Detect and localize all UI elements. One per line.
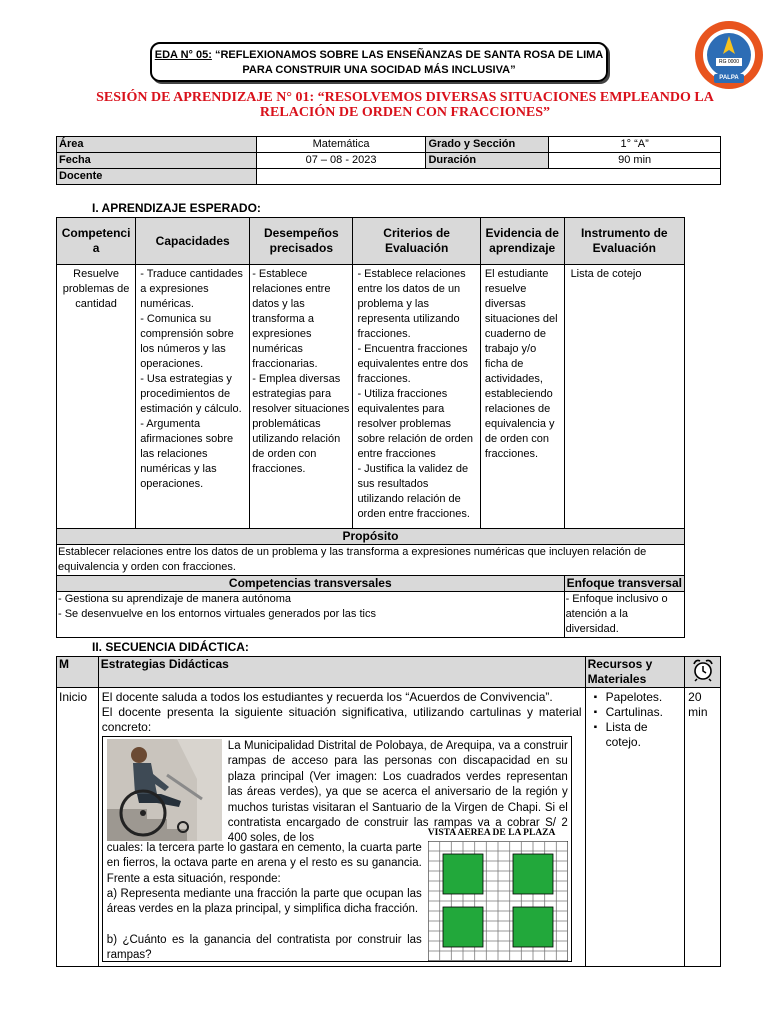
docente-label: Docente <box>57 169 257 185</box>
enfoque-cell: - Enfoque inclusivo o atención a la diversidad. <box>564 592 684 638</box>
duracion-value: 90 min <box>549 153 721 169</box>
transversal-2: - Se desenvuelve en los entornos virtuales generados por las tics <box>58 608 376 620</box>
header-desempenos: Desempeños precisados <box>250 218 353 265</box>
inicio-p2: El docente presenta la siguiente situación significativa, utilizando cartulinas y material concreto: <box>101 705 582 734</box>
proposito-text: Establecer relaciones entre los datos de un problema y las transforma a expresiones numéricas que incluyen relación de equivalencia y orden con fracciones. <box>57 545 685 576</box>
header-competencia: Competenci a <box>57 218 136 265</box>
session-title <box>60 90 750 120</box>
grado-value: 1° “A” <box>549 137 721 153</box>
logo-badge: PALPA <box>719 75 739 81</box>
header-clock <box>685 657 721 688</box>
transversales-blank <box>480 592 564 638</box>
fecha-value: 07 – 08 - 2023 <box>256 153 426 169</box>
header-criterios: Criterios de Evaluación <box>353 218 480 265</box>
area-value: Matemática <box>256 137 426 153</box>
header-estrategias: Estrategias Didácticas <box>98 657 585 688</box>
area-label: Área <box>57 137 257 153</box>
logo-caption: RG 0000 <box>718 59 739 65</box>
question-a: a) Representa mediante una fracción la parte que ocupan las áreas verdes en la plaza principal, y simplifica dicha fracción. <box>106 888 422 916</box>
proposito-label: Propósito <box>57 529 685 545</box>
ugel-logo <box>694 20 764 90</box>
recursos-cell <box>585 688 685 967</box>
capacidades-cell: - Traduce cantidades a expresiones numéricas. - Comunica su comprensión sobre los números y las operaciones. - Usa estrategias y procedimientos de estimación y cálculo. - Argumenta afirmaciones sobre las relaciones numéricas y las operaciones. <box>136 265 250 529</box>
transversales-cell <box>57 592 481 638</box>
evidencia-cell: El estudiante resuelve diversas situaciones del cuaderno de trabajo y/o ficha de actividades, estableciendo relaciones de equivalencia y de orden con fracciones. <box>480 265 564 529</box>
instrumento-cell: Lista de cotejo <box>564 265 684 529</box>
session-title-line1: SESIÓN DE APRENDIZAJE N° 01: “RESOLVEMOS DIVERSAS SITUACIONES EMPLEANDO LA <box>96 90 714 105</box>
estrategias-cell <box>98 688 585 967</box>
situacion-text-1: La Municipalidad Distrital de Polobaya, de Arequipa, va a construir rampas de acceso para las personas con discapacidad en su plaza principal (Ver imagen: Los cuadrados verdes representan las áreas verdes), ya que se acerca el aniversario de la región y muchos turistas visitaran el Santuario de la Virgen de Chapi. Si el contratista encargado de construir las rampas va a cobrar S/ 2 400 soles, de los <box>227 740 568 845</box>
tiempo-cell: 20 min <box>685 688 721 967</box>
alarm-clock-icon <box>692 658 714 682</box>
desempenos-cell: - Establece relaciones entre datos y las transforma a expresiones numéricas fraccionarias. - Emplea diversas estrategias para resolver situaciones problemáticas utilizando relación de orden con fracciones. <box>250 265 353 529</box>
question-b: b) ¿Cuánto es la ganancia del contratista por construir las rampas? <box>106 934 422 962</box>
transversales-label: Competencias transversales <box>57 576 565 592</box>
duracion-label: Duración <box>426 153 549 169</box>
header-instrumento: Instrumento de Evaluación <box>564 218 684 265</box>
grado-label: Grado y Sección <box>426 137 549 153</box>
enfoque-label: Enfoque transversal <box>564 576 684 592</box>
inicio-p1: El docente saluda a todos los estudiantes y recuerda los “Acuerdos de Convivencia”. <box>101 690 553 704</box>
header-capacidades: Capacidades <box>136 218 250 265</box>
section1-heading: I. APRENDIZAJE ESPERADO: <box>92 201 261 215</box>
docente-value <box>256 169 720 185</box>
fecha-label: Fecha <box>57 153 257 169</box>
eda-prefix: EDA N° 05: <box>154 49 212 61</box>
recursos-list <box>590 690 681 750</box>
secuencia-table <box>56 656 721 967</box>
header-evidencia: Evidencia de aprendizaje <box>480 218 564 265</box>
wheelchair-photo <box>107 739 222 841</box>
recurso-item: ▪ Lista de cotejo. <box>606 720 681 750</box>
row-label-inicio: Inicio <box>57 688 99 967</box>
header-recursos: Recursos y Materiales <box>585 657 685 688</box>
aprendizaje-table <box>56 217 685 638</box>
section2-heading: II. SECUENCIA DIDÁCTICA: <box>92 640 249 654</box>
recurso-item: ▪ Cartulinas. <box>606 705 681 720</box>
eda-box <box>150 42 608 82</box>
transversal-1: - Gestiona su aprendizaje de manera autónoma <box>58 593 291 605</box>
criterios-cell: - Establece relaciones entre los datos de un problema y las representa utilizando fracciones. - Encuentra fracciones equivalentes entre dos fracciones. - Utiliza fracciones equivalentes para resolver problemas sobre relación de orden entre fracciones - Justifica la validez de sus resultados utilizando relación de orden entre fracciones. <box>353 265 480 529</box>
info-table <box>56 136 721 185</box>
eda-title-line2: PARA CONSTRUIR UNA SOCIDAD MÁS INCLUSIVA” <box>242 64 516 76</box>
recurso-item: ▪ Papelotes. <box>606 690 681 705</box>
eda-title-line1: “REFLEXIONAMOS SOBRE LAS ENSEÑANZAS DE SANTA ROSA DE LIMA <box>211 49 604 61</box>
plaza-grid <box>428 841 568 961</box>
situation-box <box>102 736 572 962</box>
competencia-cell: Resuelve problemas de cantidad <box>57 265 136 529</box>
session-title-line2: RELACIÓN DE ORDEN CON FRACCIONES” <box>259 105 551 120</box>
header-m: M <box>57 657 99 688</box>
vista-label: VISTA AEREA DE LA PLAZA <box>427 828 556 838</box>
situacion-text-2: cuales: la tercera parte lo gastara en cemento, la cuarta parte en fierros, la octava parte en arena y el resto es su ganancia. Frente a esta situación, responde: <box>106 842 422 885</box>
